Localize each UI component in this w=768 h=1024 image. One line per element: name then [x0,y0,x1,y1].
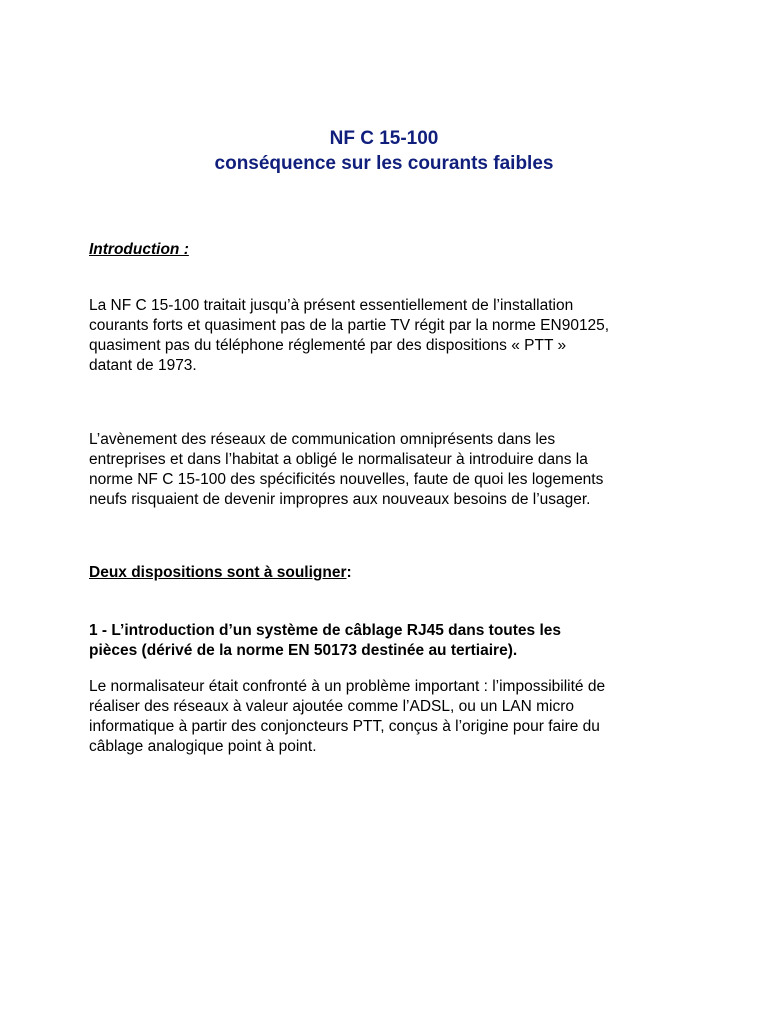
paragraph-3-line-2: réaliser des réseaux à valeur ajoutée comme l’ADSL, ou un LAN micro [89,698,575,715]
paragraph-1-line-2: courants forts et quasiment pas de la partie TV régit par la norme EN90125, [89,317,610,334]
paragraph-3 [89,677,709,757]
paragraph-2-line-2: entreprises et dans l’habitat a obligé le normalisateur à introduire dans la [89,451,588,468]
paragraph-3-line-1: Le normalisateur était confronté à un problème important : l’impossibilité de [89,678,606,695]
paragraph-1-line-3: quasiment pas du téléphone réglementé par des dispositions « PTT » [89,337,567,354]
document-title [0,126,768,176]
paragraph-2-line-3: norme NF C 15-100 des spécificités nouvelles, faute de quoi les logements [89,471,604,488]
item-1-heading-line-1: 1 - L’introduction d’un système de câblage RJ45 dans toutes les [89,622,562,639]
introduction-heading [89,240,709,260]
title-line-1: NF C 15-100 [329,128,439,149]
paragraph-1-line-1: La NF C 15-100 traitait jusqu’à présent essentiellement de l’installation [89,297,574,314]
paragraph-2 [89,430,709,510]
paragraph-2-line-4: neufs risquaient de devenir impropres aux nouveaux besoins de l’usager. [89,491,591,508]
paragraph-3-line-3: informatique à partir des conjoncteurs PTT, conçus à l’origine pour faire du [89,718,600,735]
dispositions-heading-colon: : [346,564,352,581]
introduction-heading-text: Introduction : [89,241,189,258]
item-1-heading [89,621,709,661]
paragraph-3-line-4: câblage analogique point à point. [89,738,317,755]
item-1-heading-line-2: pièces (dérivé de la norme EN 50173 destinée au tertiaire). [89,642,518,659]
dispositions-heading [89,563,709,583]
paragraph-1-line-4: datant de 1973. [89,357,197,374]
paragraph-2-line-1: L’avènement des réseaux de communication omniprésents dans les [89,431,556,448]
paragraph-1 [89,296,709,376]
dispositions-heading-text: Deux dispositions sont à souligner [89,564,347,581]
title-line-2: conséquence sur les courants faibles [214,153,554,174]
